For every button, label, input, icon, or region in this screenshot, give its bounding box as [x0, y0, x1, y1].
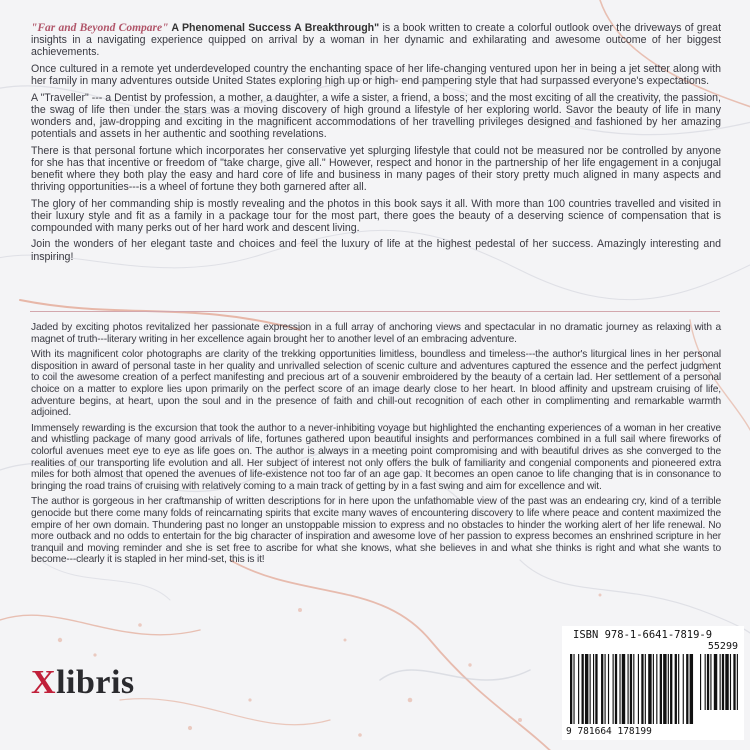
bottom-blurb — [31, 322, 721, 570]
barcode-bar — [678, 654, 679, 724]
price-bar — [707, 654, 709, 710]
blurb-paragraph: A "Traveller" --- a Dentist by profession, a mother, a daughter, a wife a sister, a friend, a boss; and the most exciting of all the creativity, the passion, the swag of life then under the stars was a moving discovery of high ground a lifestyle of her exploring world. Savor the beauty of life in many wonders and, jaw-dropping and exciting in the magnificent accommodations of her travelling privileges designed and fashioned by her amazing potentials and assets in her authentic and soothing revelations. — [31, 91, 721, 140]
blurb-paragraph: Join the wonders of her elegant taste and choices and feel the luxury of life at the highest pedestal of her success. Amazingly interesting and inspiring! — [31, 238, 721, 263]
blurb-paragraph: The glory of her commanding ship is mostly revealing and the photos in this book says it all. With more than 100 countries travelled and visited in their luxury style and fit as a family in a package tour for the most part, there goes the beauty of a deserving science of compensation that is compounded with many perks out of her hard work and descent living. — [31, 197, 721, 234]
price-bar — [725, 654, 728, 710]
barcode-bar — [582, 654, 584, 724]
barcode-panel — [562, 626, 744, 740]
barcode-number: 9 781664 178199 — [566, 726, 652, 737]
barcode-bar — [585, 654, 588, 724]
barcode-bar — [573, 654, 574, 724]
price-bar — [730, 654, 731, 710]
price-bar — [700, 654, 701, 710]
barcode-bar — [605, 654, 606, 724]
barcode-bar — [570, 654, 572, 724]
price-bar — [714, 654, 717, 710]
blurb-paragraph: Once cultured in a remote yet underdeveloped country the enchanting space of her life-changing ventured upon her in being a jet setter along with her family in many adventures outside United States exploring high up or high- end pampering style that had surpassed everyone's expectations. — [31, 62, 721, 87]
price-bar — [733, 654, 735, 710]
price-bar — [722, 654, 724, 710]
logo-rest: libris — [56, 664, 135, 701]
price-bar — [720, 654, 721, 710]
barcode-bar — [578, 654, 579, 724]
section-divider — [30, 311, 720, 312]
barcode-bar — [638, 654, 639, 724]
barcode-bar — [648, 654, 651, 724]
logo-initial: X — [31, 664, 57, 701]
barcode-bars — [568, 654, 740, 726]
barcode-bar — [668, 654, 669, 724]
barcode-bar — [683, 654, 684, 724]
price-code: 55299 — [707, 641, 738, 652]
paragraph-text: is a book written to create a colorful outlook over the driveways of great insights in a navigating experience quipped on arrival by a woman in her dynamic and exhilarating and awesome outcome of her biggest achievements. — [31, 22, 722, 59]
blurb-paragraph: There is that personal fortune which incorporates her conservative yet splurging lifestyle that could not be measured nor be controlled by anyone for she has that incentive or freedom of "take charge, give all." However, respect and honor in the partnership of her life engagement in a conjugal benefit where they both play the easy and hard core of life and business in many pages of their story pretty much aligned in many aspects and thriving opportunities---is a wheel of fortune they both garnered after all. — [31, 144, 721, 193]
barcode-bar — [641, 654, 643, 724]
barcode-bar — [593, 654, 594, 724]
blurb-paragraph — [31, 22, 721, 58]
price-bar — [710, 654, 711, 710]
barcode-bar — [660, 654, 662, 724]
barcode-bar — [630, 654, 632, 724]
barcode-bar — [628, 654, 629, 724]
barcode-bar — [590, 654, 591, 724]
barcode-bar — [663, 654, 666, 724]
barcode-bar — [619, 654, 620, 724]
blurb-paragraph: Jaded by exciting photos revitalized her passionate expression in a full array of anchoring views and spectacular in no dramatic journey as relaxing with a magnet of truth---literary writing in her excellence again brought her to another level of an embracing adventure. — [31, 322, 721, 345]
barcode-bar — [595, 654, 597, 724]
price-bar — [705, 654, 706, 710]
barcode-bar — [670, 654, 672, 724]
barcode-bar — [656, 654, 657, 724]
barcode-bar — [622, 654, 625, 724]
barcode-bar — [645, 654, 646, 724]
book-title-italic: "Far and Beyond Compare" — [31, 22, 169, 34]
barcode-bar — [653, 654, 654, 724]
isbn-text: ISBN 978-1-6641-7819-9 — [573, 629, 713, 641]
top-blurb — [31, 22, 721, 267]
barcode-bar — [613, 654, 614, 724]
blurb-paragraph: Immensely rewarding is the excursion that took the author to a never-inhibiting voyage but highlighted the enchanting experiences of a woman in her creative and whistling package of many good arrivals of life, fortunes gathered upon beautiful insights and performances combined in a full sail where fireworks of colorful avenues meet eye to eye as life goes on. The author is always in a meeting point compromising and with beautiful drives as she converged to the realities of our transporting life evolution and all. Her subject of interest not only offers the bulk of familiarity and congenial components and pioneered extra miles for both almost that opened the avenues of life-existence not too far of an age gap. It becomes an open canoe to life changing that is in consonance to bringing the road trains of cruising with relatively coming to a main track of getting by in a fast swing and aim for excellence and wit. — [31, 422, 721, 492]
barcode-bar — [601, 654, 603, 724]
barcode-bar — [686, 654, 688, 724]
barcode-bar — [690, 654, 693, 724]
barcode-bar — [633, 654, 634, 724]
barcode-bar — [675, 654, 677, 724]
publisher-logo — [31, 664, 135, 702]
barcode-bar — [608, 654, 609, 724]
barcode-bar — [615, 654, 617, 724]
blurb-paragraph: The author is gorgeous in her craftmanship of written descriptions for in here upon the unfathomable view of the past was an endearing cry, kind of a terrible genocide but there come many folds of reincarnating spirits that excite many waves of encountering discovery to life where peace and content maximized the empire of her own domain. Thundering past no longer an unstoppable mission to express and no obstacles to hinder the working alert of her life renewal. No more outback and no odds to entertain for the big character of inspiration and awesome love of her passion to express becomes an enshrined scripture in her tranquil and moving reminder and she is set free to ascribe for what she knows, what she believes in and what she thinks is right and what she wants to become---clearly it is stapled in her mind-set, this is it! — [31, 496, 721, 566]
price-bar — [737, 654, 738, 710]
blurb-paragraph: With its magnificent color photographs are clarity of the trekking opportunities limitless, boundless and timeless---the author's liturgical lines in her personal disposition in award of personal taste in her quality and unrivalled selection of scenic culture and adventures captured the essence and the perfect judgment to coil the awesome creation of a perfect manifesting and precious art of a souvenir embroidered by the beauty of a certain lad. Her settlement of a personal choice on a matter to explore lies upon primarily on the perfect score of an image dearly close to her heart. In blood affinity and upstream cruising of life, adventure begins, at heart, upon the soul and in the presence of faith and chill-out recognition of each other in complimenting and remarkable warmth adjoined. — [31, 349, 721, 419]
book-title-bold: A Phenomenal Success A Breakthrough" — [168, 22, 380, 34]
